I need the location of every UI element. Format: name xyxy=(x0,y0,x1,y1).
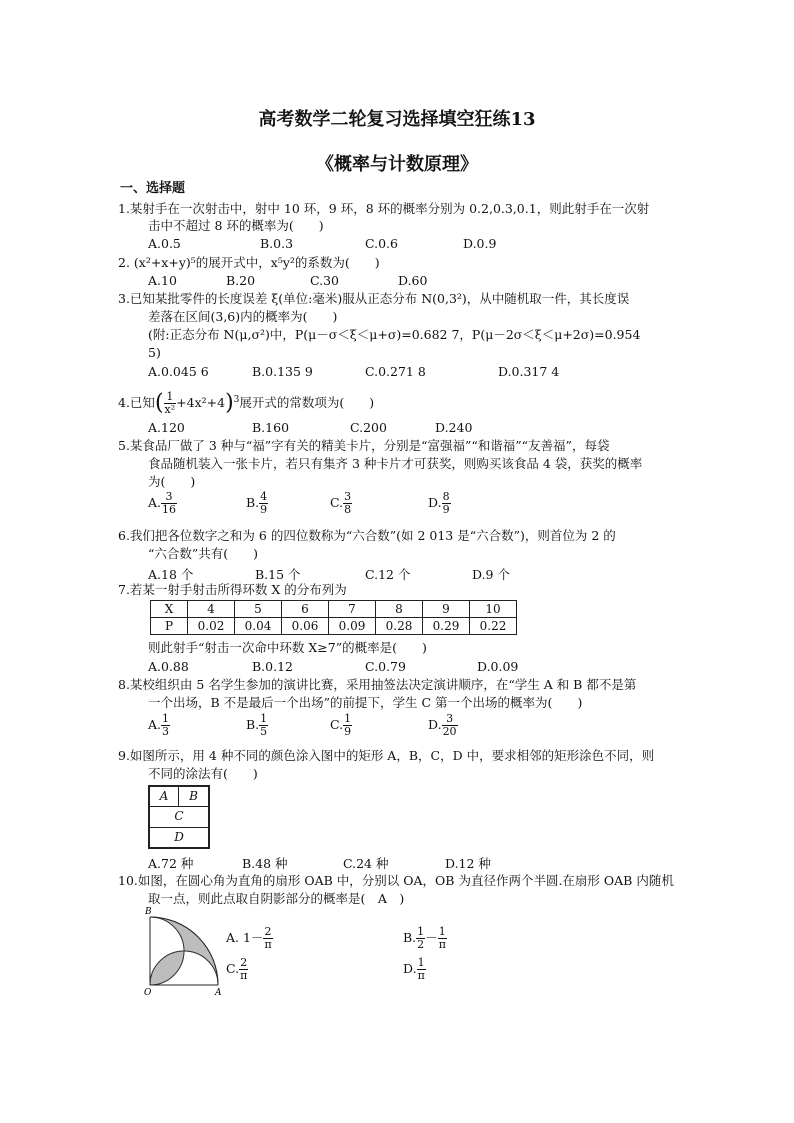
q5-b-label: B. xyxy=(246,495,260,510)
q10-option-b xyxy=(403,926,447,951)
rectangle-figure xyxy=(148,785,210,849)
q9-line2: 不同的涂法有( ) xyxy=(148,766,258,781)
q1-option-d: D.0.9 xyxy=(463,236,497,251)
q2-option-b: B.20 xyxy=(226,273,256,288)
q5-c-fraction xyxy=(343,491,352,516)
q5-d-fraction xyxy=(442,491,451,516)
q5-a-label: A. xyxy=(148,495,162,510)
table-cell: 0.02 xyxy=(188,618,235,635)
shaded-lens xyxy=(150,951,184,985)
table-cell: 4 xyxy=(188,601,235,618)
q10-option-a xyxy=(226,926,273,951)
q8-option-b xyxy=(246,713,268,738)
q3-line1: 3.已知某批零件的长度误差 ξ(单位:毫米)服从正态分布 N(0,3²)，从中随机取一件，其长度误 xyxy=(118,291,630,306)
q2-option-d: D.60 xyxy=(398,273,428,288)
q8-c-label: C. xyxy=(330,717,344,732)
q7-option-b: B.0.12 xyxy=(252,659,293,674)
q8-option-c xyxy=(330,713,352,738)
q10-b-fraction2 xyxy=(438,926,447,951)
q8-line1: 8.某校组织由 5 名学生参加的演讲比赛，采用抽签法决定演讲顺序，在“学生 A 和 B 都不是第 xyxy=(118,677,637,692)
q10-c-label: C. xyxy=(226,961,240,976)
q5-option-b xyxy=(246,491,268,516)
q5-a-num: 3 xyxy=(161,491,177,504)
q8-a-den: 3 xyxy=(162,725,170,738)
q1-option-c: C.0.6 xyxy=(365,236,398,251)
q8-d-den: 20 xyxy=(442,725,457,738)
q9-option-b: B.48 种 xyxy=(242,856,288,871)
q2-option-a: A.10 xyxy=(148,273,177,288)
q10-c-fraction xyxy=(239,957,248,982)
table-cell: 0.28 xyxy=(376,618,423,635)
q8-c-den: 9 xyxy=(344,725,352,738)
q10-d-den: π xyxy=(417,969,425,982)
q10-a-fraction xyxy=(263,926,272,951)
q6-option-b: B.15 个 xyxy=(255,567,301,582)
q4-left-paren: ( xyxy=(154,390,164,416)
table-cell: X xyxy=(151,601,188,618)
table-cell: 0.29 xyxy=(423,618,470,635)
q10-c-num: 2 xyxy=(240,956,248,969)
q7-line2: 则此射手“射击一次命中环数 X≥7”的概率是( ) xyxy=(148,640,427,655)
table-cell: 0.06 xyxy=(282,618,329,635)
q8-b-num: 1 xyxy=(260,712,268,725)
q4-frac-numerator: 1 xyxy=(164,391,177,404)
q6-option-d: D.9 个 xyxy=(472,567,510,582)
q8-b-den: 5 xyxy=(260,725,268,738)
q8-c-fraction xyxy=(343,713,352,738)
q9-option-a: A.72 种 xyxy=(148,856,194,871)
q5-line3: 为( ) xyxy=(148,474,196,489)
q10-option-d xyxy=(403,957,426,982)
q5-b-num: 4 xyxy=(260,490,268,503)
q4-option-d: D.240 xyxy=(435,420,473,435)
q6-option-c: C.12 个 xyxy=(365,567,411,582)
q4-option-c: C.200 xyxy=(350,420,387,435)
q5-b-den: 9 xyxy=(260,503,268,516)
q5-c-label: C. xyxy=(330,495,344,510)
q2-line1: 2. (x²+x+y)⁵的展开式中，x⁵y²的系数为( ) xyxy=(118,255,380,270)
q5-line2: 食品随机装入一张卡片，若只有集齐 3 种卡片才可获奖，则购买该食品 4 袋，获奖的概率 xyxy=(148,456,643,471)
q7-line1: 7.若某一射手射击所得环数 X 的分布列为 xyxy=(118,582,347,597)
table-cell: 0.09 xyxy=(329,618,376,635)
q8-b-label: B. xyxy=(246,717,260,732)
rect-d: D xyxy=(149,827,209,848)
q10-b-den1: 2 xyxy=(417,938,425,951)
q8-d-label: D. xyxy=(428,717,442,732)
q10-b-fraction1 xyxy=(416,926,425,951)
q4-option-a: A.120 xyxy=(148,420,185,435)
q9-option-c: C.24 种 xyxy=(343,856,389,871)
q4-line1 xyxy=(118,388,374,416)
q9-option-d: D.12 种 xyxy=(445,856,491,871)
q3-option-c: C.0.271 8 xyxy=(365,364,426,379)
q3-line4: 5) xyxy=(148,345,161,360)
q10-b-minus: － xyxy=(425,930,438,945)
q5-a-fraction xyxy=(161,491,177,516)
table-cell: 0.22 xyxy=(470,618,517,635)
q8-c-num: 1 xyxy=(344,712,352,725)
q1-option-b: B.0.3 xyxy=(260,236,294,251)
q8-option-d xyxy=(428,713,458,738)
q4-prefix: 4.已知 xyxy=(118,395,155,411)
q8-b-fraction xyxy=(259,713,268,738)
q5-b-fraction xyxy=(259,491,268,516)
table-cell: 7 xyxy=(329,601,376,618)
q10-option-c xyxy=(226,957,248,982)
table-cell: 8 xyxy=(376,601,423,618)
q9-line1: 9.如图所示，用 4 种不同的颜色涂入图中的矩形 A，B，C，D 中，要求相邻的矩形涂色不同，则 xyxy=(118,748,655,763)
q3-option-a: A.0.045 6 xyxy=(148,364,209,379)
q7-option-d: D.0.09 xyxy=(477,659,519,674)
page-subtitle: 《概率与计数原理》 xyxy=(316,154,478,175)
q2-option-c: C.30 xyxy=(310,273,339,288)
q8-d-num: 3 xyxy=(442,713,458,726)
q5-line1: 5.某食品厂做了 3 种与“福”字有关的精美卡片，分别是“富强福”“和谐福”“友善福”，每袋 xyxy=(118,438,610,453)
q4-option-b: B.160 xyxy=(252,420,290,435)
page-title: 高考数学二轮复习选择填空狂练13 xyxy=(258,109,536,130)
q3-line2: 差落在区间(3,6)内的概率为( ) xyxy=(148,309,338,324)
q5-d-label: D. xyxy=(428,495,442,510)
q10-d-num: 1 xyxy=(417,956,425,969)
table-cell: 5 xyxy=(235,601,282,618)
section-heading: 一、选择题 xyxy=(120,181,186,196)
sector-figure xyxy=(140,905,226,997)
q5-d-den: 9 xyxy=(442,503,450,516)
rect-a: A xyxy=(149,786,179,807)
q4-fraction xyxy=(164,391,177,416)
q8-line2: 一个出场，B 不是最后一个出场”的前提下，学生 C 第一个出场的概率为( ) xyxy=(148,695,583,710)
q10-b-den2: π xyxy=(438,938,446,951)
q6-line1: 6.我们把各位数字之和为 6 的四位数称为“六合数”(如 2 013 是“六合数”)，则首位为 2 的 xyxy=(118,528,616,543)
q10-a-num: 2 xyxy=(264,925,272,938)
q10-c-den: π xyxy=(240,969,248,982)
q1-option-a: A.0.5 xyxy=(148,236,181,251)
q10-a-den: π xyxy=(264,938,272,951)
distribution-table xyxy=(150,600,517,635)
q8-d-fraction xyxy=(442,713,458,738)
q8-a-fraction xyxy=(161,713,170,738)
q5-d-num: 8 xyxy=(442,490,450,503)
table-row xyxy=(151,618,517,635)
table-cell: P xyxy=(151,618,188,635)
table-cell: 9 xyxy=(423,601,470,618)
table-cell: 0.04 xyxy=(235,618,282,635)
q5-option-d xyxy=(428,491,451,516)
q5-option-c xyxy=(330,491,352,516)
q5-option-a xyxy=(148,491,177,516)
q4-right-paren: ) xyxy=(225,390,234,416)
q8-a-label: A. xyxy=(148,717,162,732)
q10-a-label: A. 1－ xyxy=(226,930,264,945)
table-cell: 10 xyxy=(470,601,517,618)
q8-a-num: 1 xyxy=(162,712,170,725)
q4-frac-denominator: x² xyxy=(164,403,176,417)
q7-option-a: A.0.88 xyxy=(148,659,189,674)
q3-line3: (附:正态分布 N(μ,σ²)中，P(μ－σ＜ξ＜μ+σ)=0.682 7，P(μ－2σ＜ξ＜μ+2σ)=0.954 xyxy=(148,327,641,342)
q4-exponent: 3 xyxy=(233,395,240,405)
table-row xyxy=(151,601,517,618)
q3-option-d: D.0.317 4 xyxy=(498,364,560,379)
q10-d-fraction xyxy=(417,957,426,982)
rect-c: C xyxy=(149,806,209,828)
label-o: O xyxy=(144,988,152,997)
q6-line2: “六合数”共有( ) xyxy=(148,546,259,561)
q5-c-den: 8 xyxy=(344,503,352,516)
table-cell: 6 xyxy=(282,601,329,618)
label-b: B xyxy=(145,907,152,917)
q10-d-label: D. xyxy=(403,961,417,976)
q10-line1: 10.如图，在圆心角为直角的扇形 OAB 中，分别以 OA，OB 为直径作两个半圆.在扇形 OAB 内随机 xyxy=(118,873,674,888)
q10-b-num2: 1 xyxy=(438,925,446,938)
q3-option-b: B.0.135 9 xyxy=(252,364,313,379)
q4-suffix: 展开式的常数项为( ) xyxy=(239,395,375,411)
q10-b-label: B. xyxy=(403,930,417,945)
q10-line2: 取一点，则此点取自阴影部分的概率是( A ) xyxy=(148,891,405,906)
rect-b: B xyxy=(178,786,209,807)
q8-option-a xyxy=(148,713,170,738)
q10-b-num1: 1 xyxy=(417,925,425,938)
q5-c-num: 3 xyxy=(344,490,352,503)
q4-middle: +4x²+4 xyxy=(176,395,226,411)
q7-option-c: C.0.79 xyxy=(365,659,406,674)
q1-line2: 击中不超过 8 环的概率为( ) xyxy=(148,218,324,233)
q6-option-a: A.18 个 xyxy=(148,567,194,582)
q1-line1: 1.某射手在一次射击中，射中 10 环，9 环，8 环的概率分别为 0.2,0.3,0.1，则此射手在一次射 xyxy=(118,201,650,216)
label-a: A xyxy=(215,988,222,997)
q5-a-den: 16 xyxy=(162,503,177,516)
